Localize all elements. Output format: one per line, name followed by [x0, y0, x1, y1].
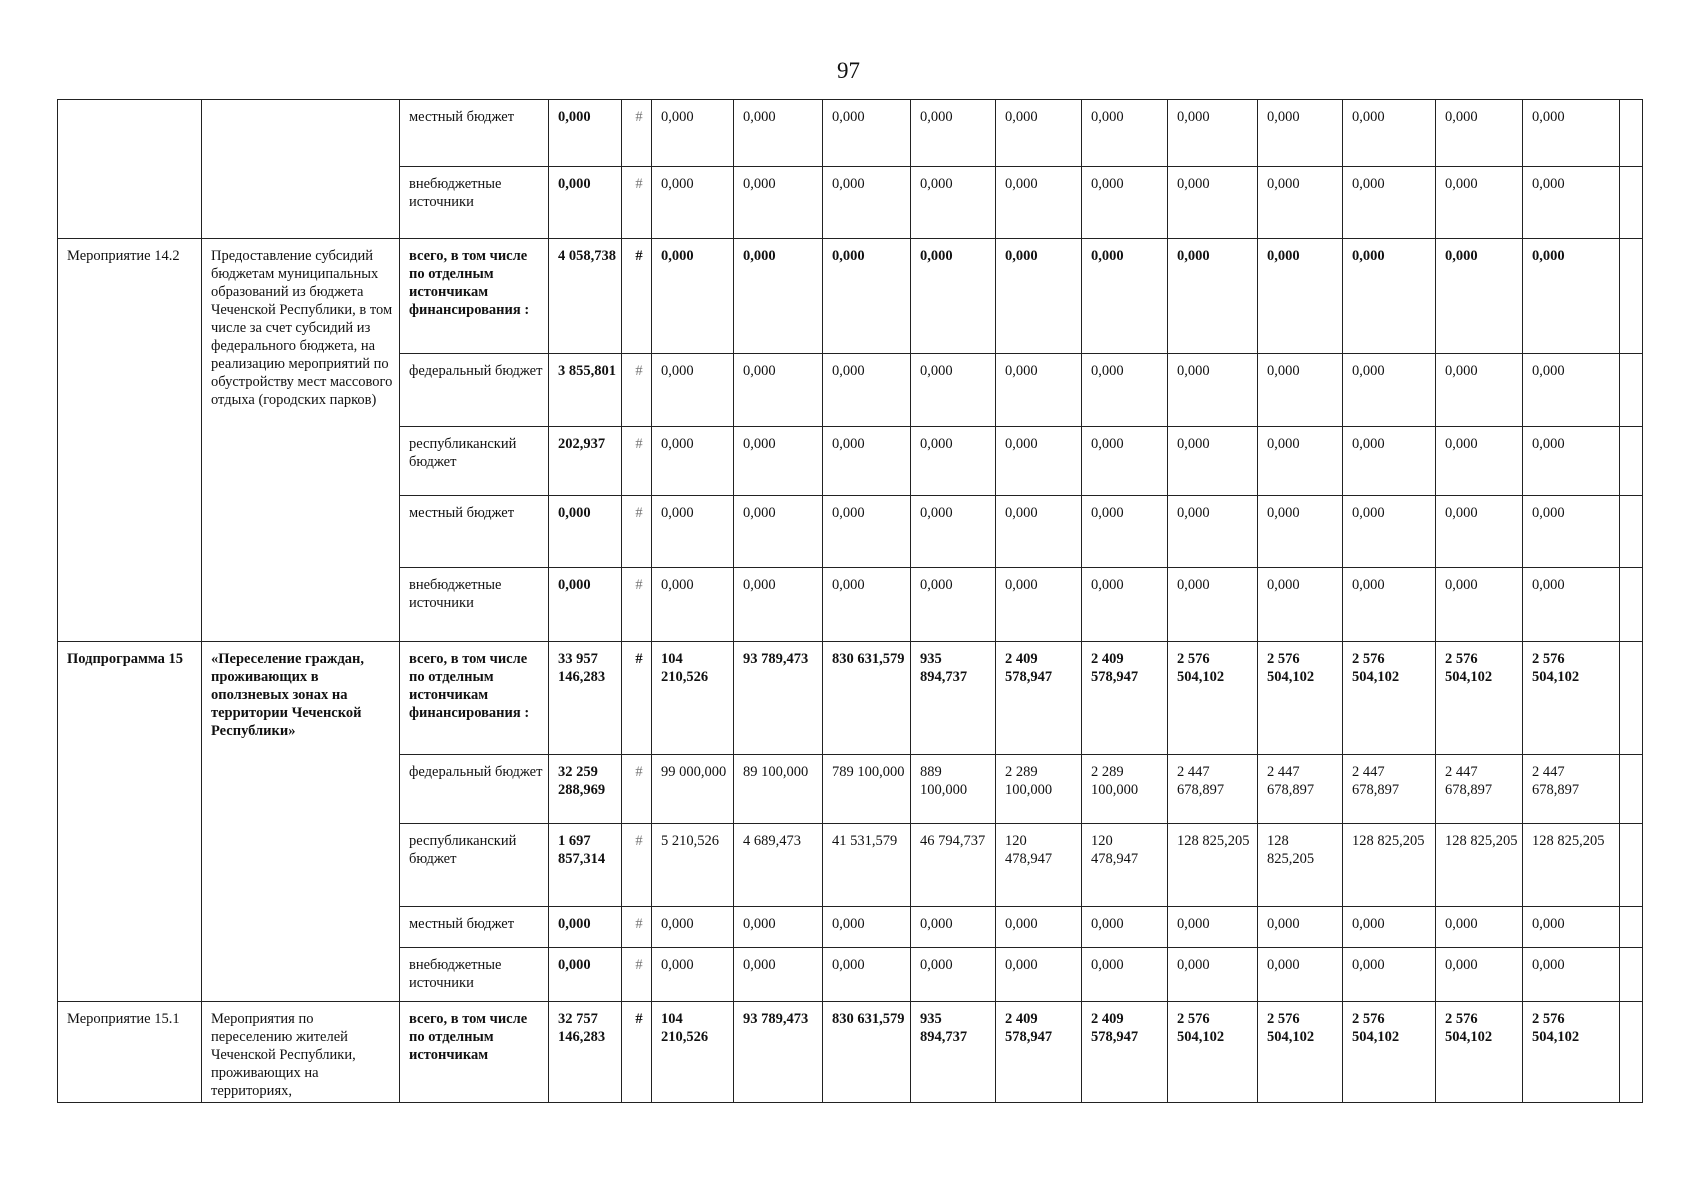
year-value-cell: 0,000	[1082, 496, 1168, 568]
year-value-cell: 0,000	[911, 167, 996, 239]
year-value-cell: 0,000	[1343, 167, 1436, 239]
year-value-cell: 0,000	[652, 427, 734, 496]
table-row	[58, 239, 1643, 354]
year-value-cell: 93 789,473	[734, 1002, 823, 1103]
funding-source-cell: внебюджетные источники	[400, 568, 549, 642]
funding-source-cell: республиканский бюджет	[400, 824, 549, 907]
year-value-cell: 0,000	[652, 354, 734, 427]
year-value-cell: 0,000	[1523, 100, 1620, 167]
empty-cell	[1620, 100, 1643, 167]
year-value-cell: 0,000	[1343, 427, 1436, 496]
year-value-cell: 0,000	[734, 427, 823, 496]
year-value-cell: 0,000	[996, 100, 1082, 167]
year-value-cell: 0,000	[1168, 568, 1258, 642]
total-cell: 0,000	[549, 167, 622, 239]
year-value-cell: 0,000	[1343, 354, 1436, 427]
year-value-cell: 0,000	[1523, 907, 1620, 948]
year-value-cell: 0,000	[1082, 568, 1168, 642]
year-value-cell: 0,000	[1258, 239, 1343, 354]
year-value-cell: 0,000	[1436, 568, 1523, 642]
year-value-cell: 0,000	[1343, 239, 1436, 354]
year-value-cell: 0,000	[823, 167, 911, 239]
year-value-cell: 2 576 504,102	[1258, 642, 1343, 755]
year-value-cell: 5 210,526	[652, 824, 734, 907]
year-value-cell: 2 576 504,102	[1343, 642, 1436, 755]
year-value-cell: 0,000	[823, 948, 911, 1002]
year-value-cell: 830 631,579	[823, 642, 911, 755]
year-value-cell: 0,000	[996, 427, 1082, 496]
year-value-cell: 0,000	[734, 907, 823, 948]
year-value-cell: 0,000	[1258, 496, 1343, 568]
year-value-cell: 128 825,205	[1436, 824, 1523, 907]
table-row	[58, 642, 1643, 755]
budget-table	[57, 99, 1643, 1103]
year-value-cell: 0,000	[1436, 100, 1523, 167]
year-value-cell: 0,000	[1258, 948, 1343, 1002]
year-value-cell: 0,000	[823, 100, 911, 167]
year-value-cell: 0,000	[823, 239, 911, 354]
year-value-cell: 0,000	[1436, 427, 1523, 496]
funding-source-cell: внебюджетные источники	[400, 167, 549, 239]
year-value-cell: 0,000	[1258, 354, 1343, 427]
year-value-cell: 2 447 678,897	[1168, 755, 1258, 824]
year-value-cell: 46 794,737	[911, 824, 996, 907]
overflow-mark-cell: #	[622, 755, 652, 824]
overflow-mark-cell: #	[622, 824, 652, 907]
year-value-cell: 0,000	[734, 239, 823, 354]
funding-source-cell: республиканский бюджет	[400, 427, 549, 496]
year-value-cell: 0,000	[911, 427, 996, 496]
year-value-cell: 0,000	[734, 167, 823, 239]
overflow-mark-cell: #	[622, 907, 652, 948]
funding-source-cell: местный бюджет	[400, 496, 549, 568]
total-cell: 32 757 146,283	[549, 1002, 622, 1103]
year-value-cell: 2 409 578,947	[1082, 1002, 1168, 1103]
year-value-cell: 128 825,205	[1523, 824, 1620, 907]
year-value-cell: 0,000	[996, 167, 1082, 239]
year-value-cell: 2 576 504,102	[1523, 1002, 1620, 1103]
year-value-cell: 0,000	[911, 948, 996, 1002]
year-value-cell: 0,000	[1082, 167, 1168, 239]
year-value-cell: 0,000	[652, 568, 734, 642]
year-value-cell: 0,000	[734, 948, 823, 1002]
empty-cell	[1620, 948, 1643, 1002]
year-value-cell: 0,000	[1523, 239, 1620, 354]
year-value-cell: 0,000	[1168, 427, 1258, 496]
year-value-cell: 935 894,737	[911, 642, 996, 755]
year-value-cell: 2 289 100,000	[1082, 755, 1168, 824]
overflow-mark-cell: #	[622, 568, 652, 642]
year-value-cell: 2 409 578,947	[996, 642, 1082, 755]
year-value-cell: 0,000	[1523, 568, 1620, 642]
item-description-cell	[202, 100, 400, 239]
funding-source-cell: всего, в том числе по отделным истончикам финансирования :	[400, 239, 549, 354]
year-value-cell: 2 409 578,947	[1082, 642, 1168, 755]
total-cell: 0,000	[549, 496, 622, 568]
funding-source-cell: федеральный бюджет	[400, 354, 549, 427]
year-value-cell: 0,000	[1168, 239, 1258, 354]
year-value-cell: 0,000	[1436, 496, 1523, 568]
year-value-cell: 2 576 504,102	[1168, 1002, 1258, 1103]
year-value-cell: 0,000	[996, 948, 1082, 1002]
empty-cell	[1620, 1002, 1643, 1103]
year-value-cell: 41 531,579	[823, 824, 911, 907]
item-code-cell	[58, 100, 202, 239]
year-value-cell: 0,000	[652, 100, 734, 167]
year-value-cell: 0,000	[1258, 568, 1343, 642]
year-value-cell: 2 576 504,102	[1436, 1002, 1523, 1103]
funding-source-cell: всего, в том числе по отделным истончикам	[400, 1002, 549, 1103]
year-value-cell: 0,000	[1343, 496, 1436, 568]
funding-source-cell: внебюджетные источники	[400, 948, 549, 1002]
year-value-cell: 2 289 100,000	[996, 755, 1082, 824]
year-value-cell: 0,000	[734, 354, 823, 427]
year-value-cell: 0,000	[1082, 427, 1168, 496]
year-value-cell: 0,000	[996, 354, 1082, 427]
year-value-cell: 0,000	[911, 354, 996, 427]
year-value-cell: 0,000	[1436, 907, 1523, 948]
empty-cell	[1620, 755, 1643, 824]
year-value-cell: 0,000	[1082, 239, 1168, 354]
year-value-cell: 0,000	[1168, 167, 1258, 239]
table-body	[58, 100, 1643, 1103]
year-value-cell: 0,000	[911, 100, 996, 167]
year-value-cell: 2 576 504,102	[1258, 1002, 1343, 1103]
year-value-cell: 0,000	[1258, 167, 1343, 239]
year-value-cell: 0,000	[1168, 100, 1258, 167]
year-value-cell: 0,000	[1082, 948, 1168, 1002]
year-value-cell: 4 689,473	[734, 824, 823, 907]
year-value-cell: 120 478,947	[996, 824, 1082, 907]
total-cell: 0,000	[549, 100, 622, 167]
year-value-cell: 0,000	[1343, 568, 1436, 642]
year-value-cell: 0,000	[911, 568, 996, 642]
empty-cell	[1620, 907, 1643, 948]
total-cell: 0,000	[549, 568, 622, 642]
empty-cell	[1620, 824, 1643, 907]
year-value-cell: 830 631,579	[823, 1002, 911, 1103]
item-description-cell: Предоставление субсидий бюджетам муниципальных образований из бюджета Чеченской Республики, в том числе за счет субсидий из федерального бюджета, на реализацию мероприятий по обустройству мест массового отдыха (городских парков)	[202, 239, 400, 642]
year-value-cell: 0,000	[652, 239, 734, 354]
year-value-cell: 104 210,526	[652, 642, 734, 755]
year-value-cell: 0,000	[1168, 354, 1258, 427]
year-value-cell: 0,000	[996, 907, 1082, 948]
year-value-cell: 0,000	[734, 568, 823, 642]
year-value-cell: 0,000	[652, 907, 734, 948]
year-value-cell: 0,000	[1168, 496, 1258, 568]
year-value-cell: 0,000	[1343, 907, 1436, 948]
empty-cell	[1620, 167, 1643, 239]
year-value-cell: 0,000	[911, 496, 996, 568]
year-value-cell: 0,000	[1082, 100, 1168, 167]
year-value-cell: 0,000	[823, 568, 911, 642]
page-number: 97	[837, 58, 860, 83]
year-value-cell: 2 447 678,897	[1436, 755, 1523, 824]
year-value-cell: 0,000	[1436, 354, 1523, 427]
year-value-cell: 2 576 504,102	[1343, 1002, 1436, 1103]
overflow-mark-cell: #	[622, 167, 652, 239]
year-value-cell: 2 576 504,102	[1523, 642, 1620, 755]
overflow-mark-cell: #	[622, 948, 652, 1002]
year-value-cell: 0,000	[1343, 100, 1436, 167]
year-value-cell: 128 825,205	[1168, 824, 1258, 907]
year-value-cell: 2 447 678,897	[1523, 755, 1620, 824]
year-value-cell: 0,000	[996, 239, 1082, 354]
total-cell: 32 259 288,969	[549, 755, 622, 824]
overflow-mark-cell: #	[622, 100, 652, 167]
overflow-mark-cell: #	[622, 354, 652, 427]
empty-cell	[1620, 239, 1643, 354]
empty-cell	[1620, 568, 1643, 642]
year-value-cell: 2 576 504,102	[1168, 642, 1258, 755]
year-value-cell: 2 447 678,897	[1343, 755, 1436, 824]
year-value-cell: 0,000	[823, 496, 911, 568]
year-value-cell: 89 100,000	[734, 755, 823, 824]
item-code-cell: Подпрограмма 15	[58, 642, 202, 1002]
overflow-mark-cell: #	[622, 239, 652, 354]
overflow-mark-cell: #	[622, 1002, 652, 1103]
year-value-cell: 104 210,526	[652, 1002, 734, 1103]
year-value-cell: 0,000	[911, 907, 996, 948]
empty-cell	[1620, 496, 1643, 568]
year-value-cell: 0,000	[734, 100, 823, 167]
funding-source-cell: федеральный бюджет	[400, 755, 549, 824]
empty-cell	[1620, 427, 1643, 496]
year-value-cell: 0,000	[652, 496, 734, 568]
funding-source-cell: местный бюджет	[400, 907, 549, 948]
total-cell: 202,937	[549, 427, 622, 496]
year-value-cell: 0,000	[1436, 167, 1523, 239]
year-value-cell: 0,000	[1082, 354, 1168, 427]
year-value-cell: 889 100,000	[911, 755, 996, 824]
year-value-cell: 0,000	[1258, 427, 1343, 496]
total-cell: 0,000	[549, 907, 622, 948]
year-value-cell: 2 409 578,947	[996, 1002, 1082, 1103]
year-value-cell: 0,000	[1168, 948, 1258, 1002]
total-cell: 4 058,738	[549, 239, 622, 354]
total-cell: 33 957 146,283	[549, 642, 622, 755]
year-value-cell: 0,000	[1523, 354, 1620, 427]
empty-cell	[1620, 354, 1643, 427]
year-value-cell: 0,000	[734, 496, 823, 568]
item-description-cell: Мероприятия по переселению жителей Чеченской Республики, проживающих на территориях,	[202, 1002, 400, 1103]
item-description-cell: «Переселение граждан, проживающих в оползневых зонах на территории Чеченской Республики»	[202, 642, 400, 1002]
year-value-cell: 93 789,473	[734, 642, 823, 755]
year-value-cell: 128 825,205	[1258, 824, 1343, 907]
year-value-cell: 0,000	[1258, 100, 1343, 167]
year-value-cell: 99 000,000	[652, 755, 734, 824]
table-row	[58, 100, 1643, 167]
year-value-cell: 2 447 678,897	[1258, 755, 1343, 824]
item-code-cell: Мероприятие 15.1	[58, 1002, 202, 1103]
year-value-cell: 2 576 504,102	[1436, 642, 1523, 755]
year-value-cell: 0,000	[1436, 239, 1523, 354]
total-cell: 1 697 857,314	[549, 824, 622, 907]
total-cell: 3 855,801	[549, 354, 622, 427]
year-value-cell: 0,000	[652, 167, 734, 239]
overflow-mark-cell: #	[622, 427, 652, 496]
year-value-cell: 120 478,947	[1082, 824, 1168, 907]
year-value-cell: 0,000	[1343, 948, 1436, 1002]
year-value-cell: 0,000	[1258, 907, 1343, 948]
overflow-mark-cell: #	[622, 642, 652, 755]
year-value-cell: 0,000	[911, 239, 996, 354]
year-value-cell: 0,000	[1082, 907, 1168, 948]
year-value-cell: 0,000	[823, 427, 911, 496]
total-cell: 0,000	[549, 948, 622, 1002]
empty-cell	[1620, 642, 1643, 755]
year-value-cell: 0,000	[1523, 427, 1620, 496]
year-value-cell: 0,000	[1168, 907, 1258, 948]
year-value-cell: 935 894,737	[911, 1002, 996, 1103]
year-value-cell: 0,000	[996, 568, 1082, 642]
year-value-cell: 0,000	[823, 907, 911, 948]
funding-source-cell: всего, в том числе по отделным истончикам финансирования :	[400, 642, 549, 755]
year-value-cell: 0,000	[1436, 948, 1523, 1002]
year-value-cell: 128 825,205	[1343, 824, 1436, 907]
table-row	[58, 1002, 1643, 1103]
year-value-cell: 789 100,000	[823, 755, 911, 824]
year-value-cell: 0,000	[1523, 167, 1620, 239]
year-value-cell: 0,000	[823, 354, 911, 427]
year-value-cell: 0,000	[996, 496, 1082, 568]
year-value-cell: 0,000	[1523, 496, 1620, 568]
funding-source-cell: местный бюджет	[400, 100, 549, 167]
year-value-cell: 0,000	[652, 948, 734, 1002]
year-value-cell: 0,000	[1523, 948, 1620, 1002]
item-code-cell: Мероприятие 14.2	[58, 239, 202, 642]
overflow-mark-cell: #	[622, 496, 652, 568]
